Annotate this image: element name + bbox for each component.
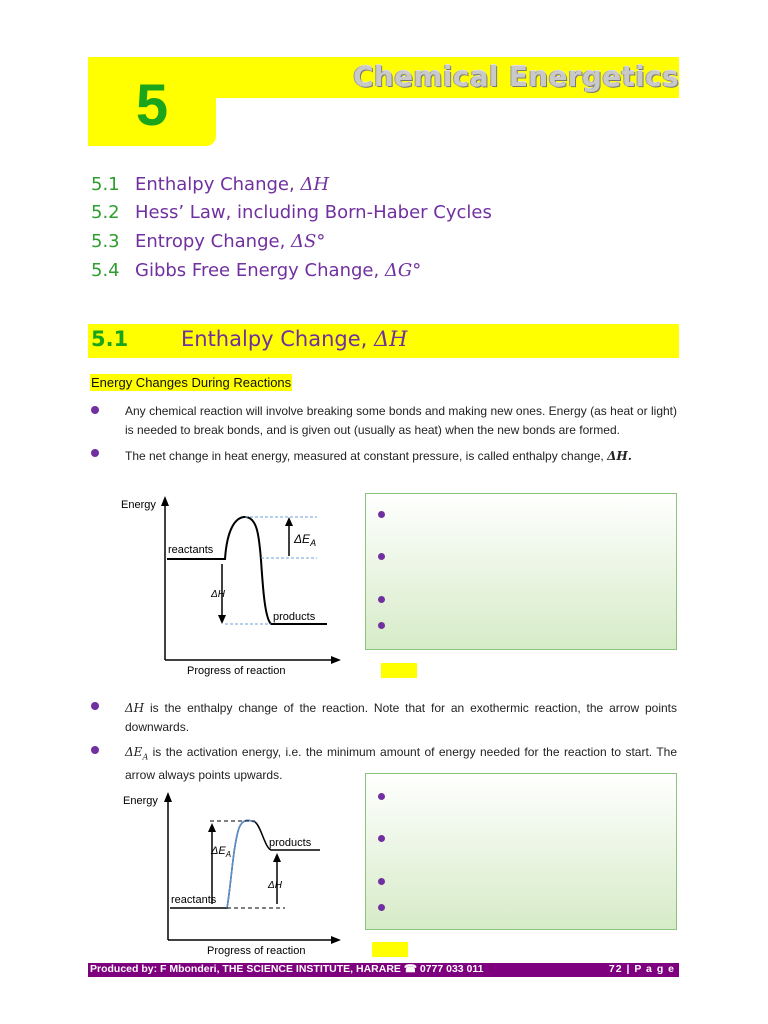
contents-item-number: 5.2 [91, 202, 120, 223]
y-axis-label: Energy [121, 499, 156, 511]
arrow-up-icon [285, 517, 293, 526]
highlight-tag [381, 663, 417, 678]
subheading: Energy Changes During Reactions [91, 375, 292, 390]
paragraph-enthalpy [125, 447, 677, 466]
contents-item [91, 174, 329, 195]
contents-item-symbol: ΔS° [291, 231, 326, 252]
contents-item-label: Hess’ Law, including Born-Haber Cycles [135, 202, 492, 223]
reaction-curve-highlight [227, 820, 255, 908]
x-axis-label: Progress of reaction [187, 665, 286, 677]
contents-item-symbol: ΔG° [384, 260, 422, 281]
section-title-text: Enthalpy Change, [181, 327, 375, 351]
enthalpy-label: ΔH [211, 589, 225, 600]
bullet-icon [378, 835, 385, 842]
activation-energy-label: $\Delta E_A$ [294, 532, 317, 548]
activation-energy-subscript: A [142, 752, 149, 762]
bullet-icon [91, 406, 99, 414]
arrow-down-icon [218, 615, 226, 624]
bullet-icon [378, 622, 385, 629]
paragraph-bonds: Any chemical reaction will involve breaking some bonds and making new ones. Energy (as heat or light) is needed to break bonds, and is given out (usually as heat) when the new bonds are formed. [125, 404, 677, 437]
contents-item-number: 5.4 [91, 260, 120, 281]
bullet-icon [378, 511, 385, 518]
paragraph-enthalpy-note [125, 699, 677, 737]
y-axis-arrow-icon [164, 792, 172, 802]
page-number: 72 | P a g e [608, 963, 675, 975]
footer-credit: Produced by: F Mbonderi, THE SCIENCE INSTITUTE, HARARE ☎ 0777 033 011 [90, 963, 484, 975]
contents-item-symbol: ΔH [300, 174, 330, 195]
products-label: products [269, 837, 312, 849]
endothermic-energy-diagram [115, 786, 355, 958]
chapter-title: Chemical Energetics [353, 60, 679, 93]
products-label: products [273, 611, 316, 623]
paragraph-activation-energy-text: is the activation energy, i.e. the minimum amount of energy needed for the reaction to start. The arrow always points upwards. [125, 745, 677, 783]
enthalpy-symbol: ΔH [125, 701, 145, 715]
bullet-icon [378, 596, 385, 603]
contents-item [91, 231, 325, 252]
contents-item-label: Entropy Change, [135, 231, 292, 252]
contents-item-label: Enthalpy Change, [135, 174, 301, 195]
arrow-up-icon [208, 823, 216, 832]
note-box [365, 773, 677, 930]
chapter-number: 5 [135, 73, 169, 138]
arrow-up-icon [273, 853, 281, 862]
page-footer [88, 963, 679, 977]
section-number: 5.1 [91, 327, 129, 351]
bullet-icon [378, 904, 385, 911]
activation-energy-symbol: ΔE [125, 745, 143, 759]
contents-item [91, 260, 421, 281]
bullet-icon [378, 878, 385, 885]
contents-item-number: 5.1 [91, 174, 120, 195]
reactants-label: reactants [168, 544, 214, 556]
activation-energy-label: $\Delta E_A$ [211, 845, 232, 859]
reactants-label: reactants [171, 894, 217, 906]
y-axis-label: Energy [123, 795, 158, 807]
contents-item-label: Gibbs Free Energy Change, [135, 260, 385, 281]
enthalpy-label: ΔH [268, 880, 282, 891]
bullet-icon [91, 746, 99, 754]
exothermic-energy-diagram [115, 490, 355, 680]
x-axis-label: Progress of reaction [207, 945, 306, 957]
highlight-tag [372, 942, 408, 957]
bullet-icon [378, 793, 385, 800]
y-axis-arrow-icon [161, 496, 169, 506]
bullet-icon [91, 702, 99, 710]
note-box [365, 493, 677, 650]
contents-item [91, 202, 492, 223]
enthalpy-symbol: ΔH. [607, 449, 632, 463]
section-title-symbol: ΔH [374, 327, 408, 351]
x-axis-arrow-icon [331, 656, 341, 664]
bullet-icon [91, 449, 99, 457]
contents-item-number: 5.3 [91, 231, 120, 252]
paragraph-enthalpy-note-text: is the enthalpy change of the reaction. Note that for an exothermic reaction, the arrow points downwards. [125, 701, 677, 734]
x-axis-arrow-icon [331, 936, 341, 944]
bullet-icon [378, 553, 385, 560]
paragraph-enthalpy-text: The net change in heat energy, measured at constant pressure, is called enthalpy change, [125, 449, 608, 463]
section-title [181, 327, 408, 351]
